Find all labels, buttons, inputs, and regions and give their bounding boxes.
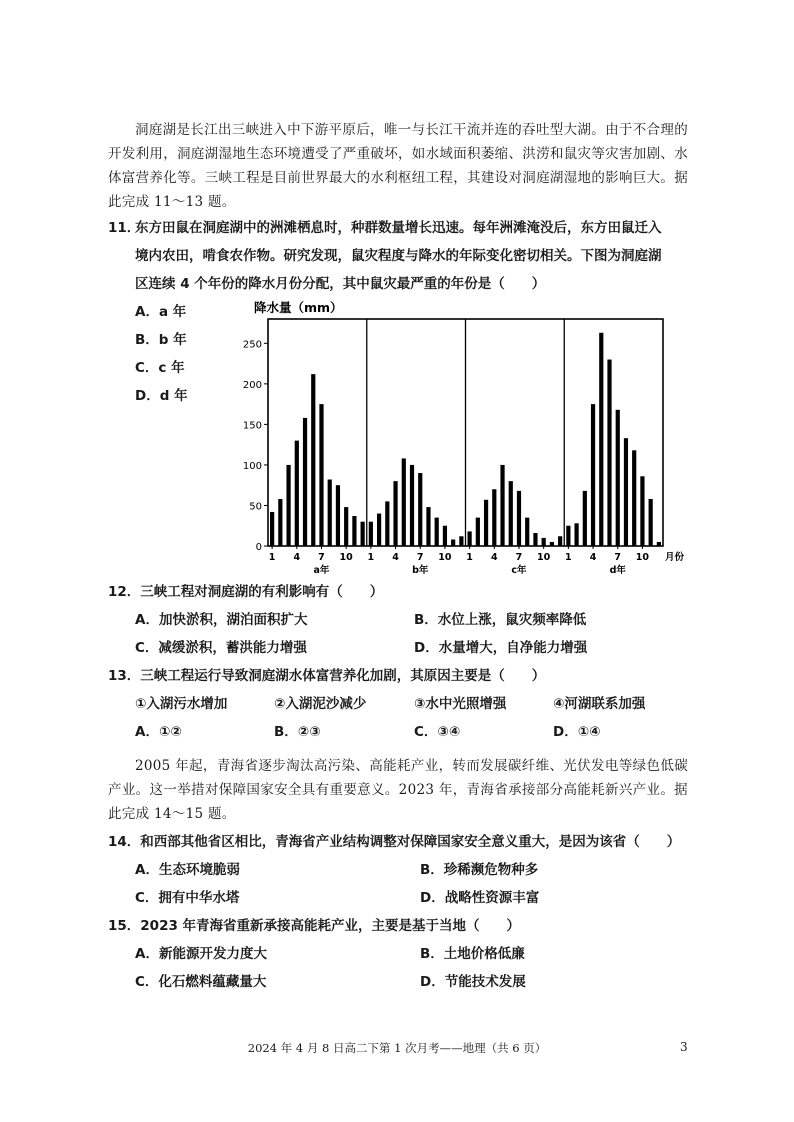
x-axis-label: 月份: [665, 552, 685, 563]
bar-d年-5: [599, 333, 603, 546]
precipitation-chart: [228, 296, 698, 581]
bar-b年-7: [418, 473, 422, 546]
bar-c年-6: [509, 481, 513, 546]
x-tick-label: 1: [466, 552, 473, 563]
bar-b年-9: [435, 518, 439, 546]
x-tick-label: 7: [515, 552, 523, 563]
option-12-c[interactable]: C．减缓淤积，蓄洪能力增强: [135, 640, 307, 656]
bar-d年-12: [657, 542, 661, 546]
panel-label-d年: d年: [609, 565, 626, 576]
y-tick-label: 0: [255, 542, 262, 553]
statement-4: ④河湖联系加强: [553, 696, 646, 712]
bar-d年-9: [632, 450, 636, 546]
bar-a年-11: [352, 516, 356, 546]
bar-a年-6: [311, 374, 315, 546]
option-15-b[interactable]: B．土地价格低廉: [420, 946, 525, 962]
bar-a年-9: [336, 485, 340, 546]
bar-c年-1: [468, 531, 472, 546]
option-14-a[interactable]: A．生态环境脆弱: [135, 862, 240, 878]
bar-c年-12: [558, 536, 562, 546]
bar-a年-12: [361, 522, 365, 546]
x-tick-label: 1: [565, 552, 572, 563]
bar-d年-11: [649, 499, 653, 546]
x-tick-label: 10: [438, 552, 452, 563]
bar-a年-1: [270, 512, 274, 546]
bar-d年-1: [566, 526, 570, 546]
question-13-stem: 13．三峡工程运行导致洞庭湖水体富营养化加剧，其原因主要是（ ）: [108, 668, 546, 684]
panel-label-a年: a年: [313, 565, 330, 576]
option-13-c[interactable]: C．③④: [414, 724, 461, 740]
option-11-a[interactable]: A．a 年: [135, 304, 187, 320]
x-tick-label: 1: [367, 552, 375, 563]
option-12-d[interactable]: D．水量增大，自净能力增强: [414, 640, 588, 656]
y-tick-label: 200: [242, 379, 262, 391]
statement-3: ③水中光照增强: [414, 696, 507, 712]
y-tick-label: 150: [242, 420, 262, 432]
option-11-d[interactable]: D．d 年: [135, 388, 188, 404]
option-14-d[interactable]: D．战略性资源丰富: [420, 890, 540, 906]
bar-b年-11: [451, 540, 455, 546]
option-15-c[interactable]: C．化石燃料蕴藏量大: [135, 974, 267, 990]
question-15-stem: 15．2023 年青海省重新承接高能耗产业，主要是基于当地（ ）: [108, 918, 521, 934]
x-tick-label: 7: [416, 552, 424, 563]
question-12-stem: 12．三峡工程对洞庭湖的有利影响有（ ）: [108, 584, 384, 600]
bar-c年-4: [492, 489, 496, 546]
y-tick-label: 250: [242, 339, 262, 351]
option-11-c[interactable]: C．c 年: [135, 360, 185, 376]
bar-b年-4: [393, 481, 397, 546]
page-number: 3: [680, 1040, 688, 1054]
page-footer: 2024 年 4 月 8 日高二下第 1 次月考——地理（共 6 页）: [247, 1041, 547, 1055]
question-number: 11．: [108, 220, 141, 236]
bar-c年-3: [484, 500, 488, 546]
bar-c年-7: [517, 491, 521, 546]
bar-b年-6: [410, 465, 414, 546]
bar-d年-10: [640, 476, 644, 546]
option-13-b[interactable]: B．②③: [274, 724, 321, 740]
option-14-b[interactable]: B．珍稀濒危物种多: [420, 862, 539, 878]
statement-1: ①入湖污水增加: [135, 696, 228, 712]
y-axis-label: 降水量（mm）: [254, 300, 343, 315]
y-tick-label: 100: [242, 460, 262, 472]
bar-a年-4: [295, 441, 299, 546]
bar-d年-2: [574, 523, 578, 546]
bar-b年-8: [426, 507, 430, 546]
x-tick-label: 10: [339, 552, 353, 563]
bar-a年-7: [319, 404, 323, 546]
question-11: [108, 214, 698, 298]
bar-c年-8: [525, 518, 529, 546]
passage-dongting: 洞庭湖是长江出三峡进入中下游平原后，唯一与长江干流并连的吞吐型大湖。由于不合理的开发利用，洞庭湖湿地生态环境遭受了严重破坏，如水域面积萎缩、洪涝和鼠灾等灾害加剧、水体富营养化等。三峡工程是目前世界最大的水利枢纽工程，其建设对洞庭湖湿地的影响巨大。据此完成 11～13 题。: [108, 122, 688, 210]
option-14-c[interactable]: C．拥有中华水塔: [135, 890, 240, 906]
x-tick-label: 4: [293, 552, 301, 563]
bar-b年-3: [385, 501, 389, 546]
bar-d年-6: [607, 360, 611, 546]
bar-b年-1: [369, 522, 373, 546]
x-tick-label: 7: [614, 552, 622, 563]
x-tick-label: 4: [392, 552, 399, 563]
question-14-stem: 14．和西部其他省区相比，青海省产业结构调整对保障国家安全意义重大，是因为该省（ ）: [108, 834, 681, 850]
bar-a年-3: [286, 465, 290, 546]
bar-b年-10: [443, 526, 447, 546]
x-tick-label: 4: [490, 552, 498, 563]
option-11-b[interactable]: B．b 年: [135, 332, 187, 348]
bar-b年-5: [402, 458, 406, 546]
bar-a年-2: [278, 499, 282, 546]
panel-label-b年: b年: [412, 565, 429, 576]
x-tick-label: 4: [589, 552, 597, 563]
bar-d年-3: [583, 491, 587, 546]
question-11-line-2: 境内农田，啃食农作物。研究发现，鼠灾程度与降水的年际变化密切相关。下图为洞庭湖: [135, 248, 662, 264]
bar-c年-5: [500, 465, 504, 546]
bar-c年-11: [550, 542, 554, 546]
bar-c年-9: [533, 533, 537, 546]
passage-qinghai: 2005 年起，青海省逐步淘汰高污染、高能耗产业，转而发展碳纤维、光伏发电等绿色低碳产业。这一举措对保障国家安全具有重要意义。2023 年，青海省承接部分高能耗新兴产业。据此完成 14～15 题。: [108, 758, 688, 822]
bar-c年-10: [542, 538, 546, 546]
question-11-line-1: 东方田鼠在洞庭湖中的洲滩栖息时，种群数量增长迅速。每年洲滩淹没后，东方田鼠迁入: [135, 220, 662, 236]
option-12-b[interactable]: B．水位上涨，鼠灾频率降低: [414, 612, 587, 628]
bar-a年-8: [328, 480, 332, 546]
bar-c年-2: [476, 518, 480, 546]
option-12-a[interactable]: A．加快淤积，湖泊面积扩大: [135, 612, 308, 628]
panel-label-c年: c年: [511, 565, 527, 576]
bar-d年-7: [616, 410, 620, 546]
bar-d年-8: [624, 438, 628, 546]
bar-a年-10: [344, 507, 348, 546]
x-tick-label: 10: [635, 552, 650, 563]
x-tick-label: 7: [318, 552, 325, 563]
question-11-line-3: 区连续 4 个年份的降水月份分配，其中鼠灾最严重的年份是（ ）: [135, 276, 546, 292]
option-13-d[interactable]: D．①④: [553, 724, 601, 740]
y-tick-label: 50: [249, 501, 262, 513]
option-15-d[interactable]: D．节能技术发展: [420, 974, 526, 990]
x-tick-label: 10: [537, 552, 551, 563]
bar-d年-4: [591, 404, 595, 546]
statement-2: ②入湖泥沙减少: [274, 696, 367, 712]
bar-b年-2: [377, 514, 381, 546]
bar-b年-12: [459, 536, 463, 546]
bar-a年-5: [303, 418, 307, 546]
option-13-a[interactable]: A．①②: [135, 724, 182, 740]
x-tick-label: 1: [268, 552, 276, 563]
option-15-a[interactable]: A．新能源开发力度大: [135, 946, 267, 962]
